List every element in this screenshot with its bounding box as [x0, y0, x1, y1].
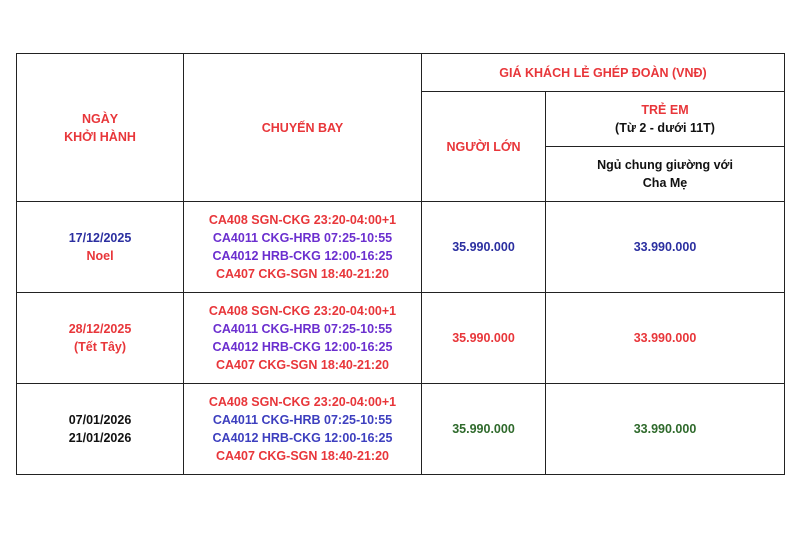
departure-date-cell: [17, 293, 184, 384]
header-adult: NGƯỜI LỚN: [422, 92, 546, 202]
flight-cell: [184, 202, 422, 293]
table-row: [17, 293, 785, 384]
adult-price: 35.990.000: [422, 384, 546, 475]
header-child-label: TRẺ EM: [641, 103, 689, 117]
departure-date: 07/01/2026: [68, 413, 132, 427]
flight-cell: [184, 293, 422, 384]
departure-note: Noel: [86, 249, 114, 263]
flight-line: CA4011 CKG-HRB 07:25-10:55: [212, 231, 393, 245]
header-departure-line2: KHỞI HÀNH: [64, 129, 136, 144]
flight-line: CA408 SGN-CKG 23:20-04:00+1: [208, 304, 397, 318]
departure-date: 28/12/2025: [68, 322, 132, 336]
header-child-bed: [546, 147, 785, 202]
adult-price: 35.990.000: [422, 202, 546, 293]
header-child-age: (Từ 2 - dưới 11T): [615, 121, 715, 135]
flight-line: CA407 CKG-SGN 18:40-21:20: [216, 358, 389, 372]
flight-line: CA4011 CKG-HRB 07:25-10:55: [212, 322, 393, 336]
table-row: [17, 384, 785, 475]
adult-price: 35.990.000: [422, 293, 546, 384]
header-child-bed-line1: Ngủ chung giường với: [597, 158, 733, 172]
departure-date-cell: [17, 202, 184, 293]
table-row: [17, 202, 785, 293]
child-price: 33.990.000: [546, 293, 785, 384]
flight-line: CA4011 CKG-HRB 07:25-10:55: [212, 413, 393, 427]
departure-note: (Tết Tây): [73, 340, 127, 354]
child-price: 33.990.000: [546, 202, 785, 293]
header-price-group: GIÁ KHÁCH LẺ GHÉP ĐOÀN (VNĐ): [422, 54, 785, 92]
departure-date: 17/12/2025: [68, 231, 132, 245]
flight-line: CA4012 HRB-CKG 12:00-16:25: [212, 249, 393, 263]
tour-price-table: [16, 53, 785, 475]
flight-cell: [184, 384, 422, 475]
flight-line: CA4012 HRB-CKG 12:00-16:25: [212, 340, 393, 354]
flight-line: CA407 CKG-SGN 18:40-21:20: [216, 449, 389, 463]
header-departure-date: [17, 54, 184, 202]
flight-line: CA408 SGN-CKG 23:20-04:00+1: [208, 213, 397, 227]
departure-date-2: 21/01/2026: [68, 431, 132, 445]
flight-line: CA4012 HRB-CKG 12:00-16:25: [212, 431, 393, 445]
departure-date-cell: [17, 384, 184, 475]
header-child: [546, 92, 785, 147]
header-child-bed-line2: Cha Mẹ: [642, 176, 688, 190]
flight-line: CA407 CKG-SGN 18:40-21:20: [216, 267, 389, 281]
child-price: 33.990.000: [546, 384, 785, 475]
header-departure-line1: NGÀY: [81, 111, 119, 126]
flight-line: CA408 SGN-CKG 23:20-04:00+1: [208, 395, 397, 409]
header-flight: CHUYẾN BAY: [184, 54, 422, 202]
